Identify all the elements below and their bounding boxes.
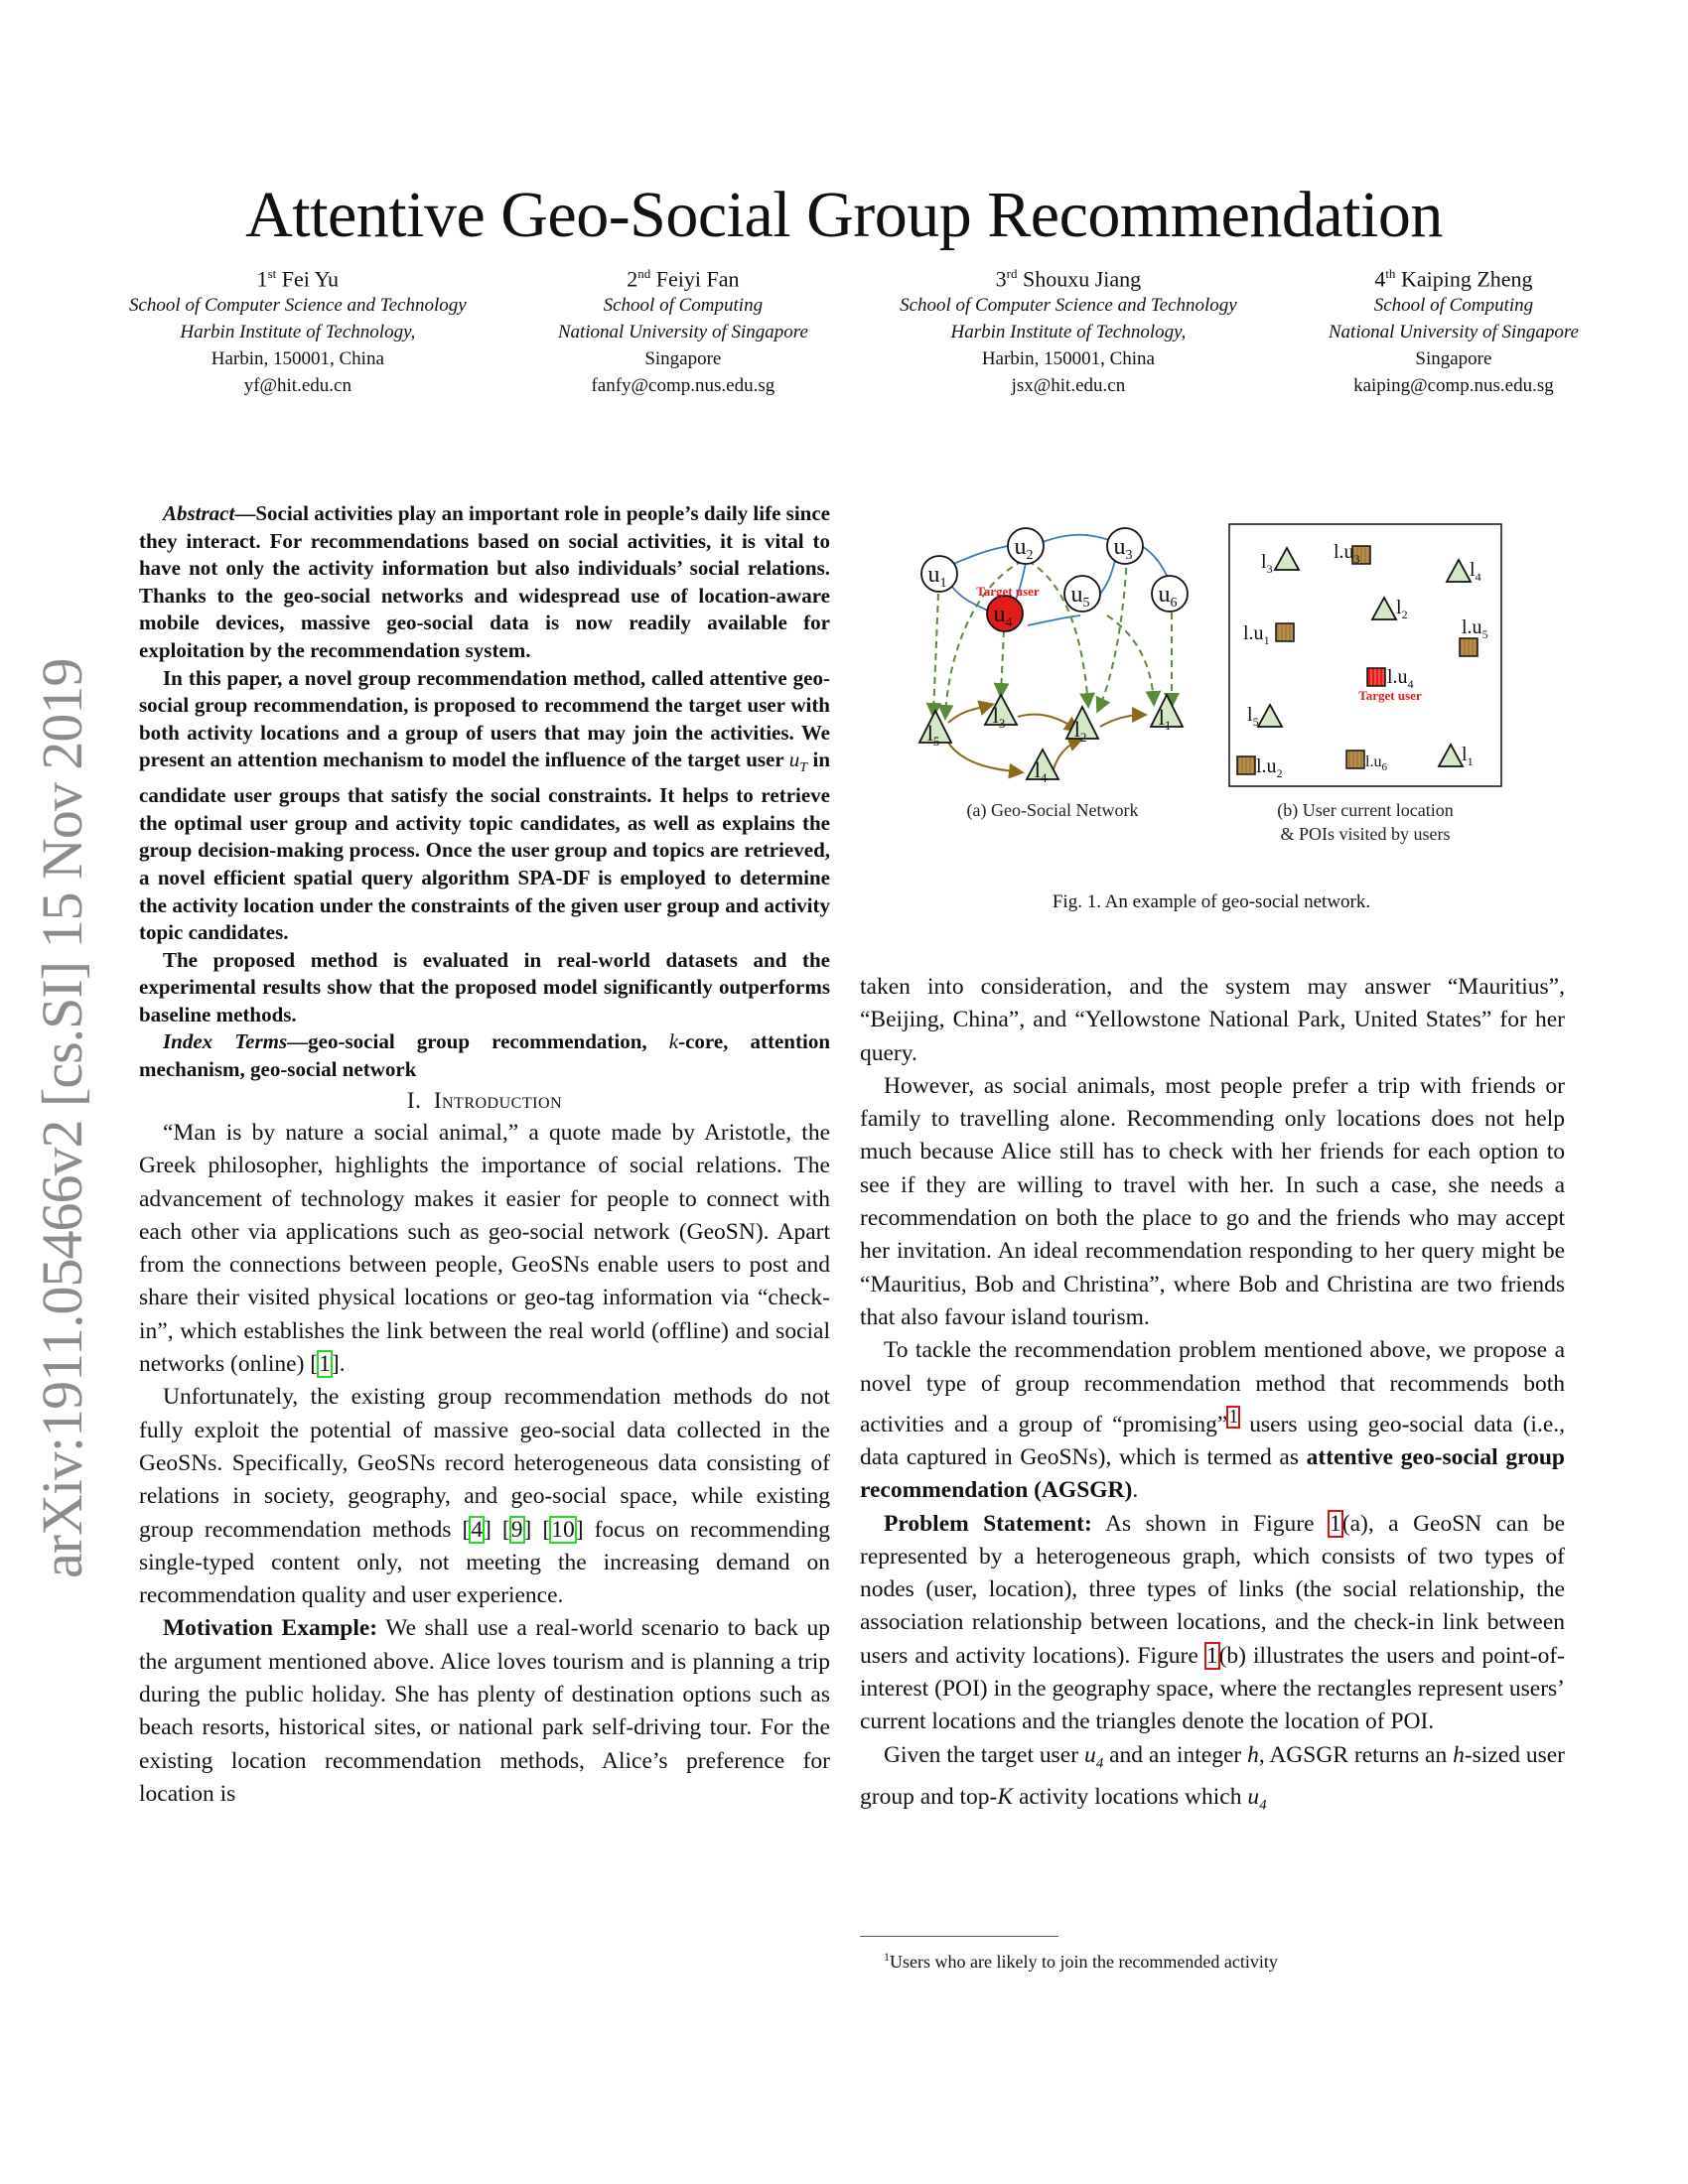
body-text: users using geo-social data (i.e., data captured in GeoSNs), which is termed as (860, 1411, 1565, 1470)
svg-text:l2: $l_2$ (1396, 597, 1408, 621)
abstract-label: Abstract (163, 501, 235, 525)
figure-1 (854, 506, 1569, 923)
body-text: -sized user group and top- (860, 1741, 1565, 1810)
arxiv-identifier-stamp: arXiv:1911.05466v2 [cs.SI] 15 Nov 2019 (30, 658, 94, 1578)
author-institution: Harbin Institute of Technology, (950, 322, 1187, 343)
svg-text:u5: $u_5$ (1070, 582, 1090, 611)
math-u-t: $u_T$ (788, 748, 808, 776)
body-text: and an integer (1103, 1741, 1248, 1768)
author-institution: National University of Singapore (1328, 322, 1579, 343)
math-h: h (1247, 1741, 1259, 1768)
body-text: We shall use a real-world scenario to back up the argument mentioned above. Alice loves tourism and is planning a trip during the public holiday. She has plenty of destination options such as beach resorts, historical sites, or national park self-driving tour. For the existing location recommendation methods, Alice’s preference for location is (139, 1615, 830, 1807)
intro-paragraph-2: Unfortunately, the existing group recommendation methods do not fully exploit the potential of massive geo-social data collected in the GeoSNs. Specifically, GeoSNs record heterogeneous data consisting of relations in society, geography, and geo-social space, while existing group recommendation methods [4] [9] [10] focus on recommending single-typed content only, not meeting the increasing demand on recommendation quality and user experience. (139, 1384, 831, 1609)
author-name: Feiyi Fan (655, 266, 740, 292)
body-text: focus on recommending single-typed content only, not meeting the increasing demand on recommendation quality and user experience. (139, 1516, 831, 1609)
citation-link[interactable]: 1 (319, 1351, 331, 1378)
author-city: Harbin, 150001, China (981, 348, 1155, 370)
abstract-text: In this paper, a novel group recommendation method, called attentive geo-social group recommendation, is proposed to recommend the target user with both activity locations and a group of users that may join the activities. We present an attention mechanism to model the influence of the target user (139, 665, 830, 772)
right-column (860, 971, 1565, 1823)
index-terms-label: Index Terms (163, 1029, 288, 1054)
svg-text:l2: $l_2$ (1073, 717, 1087, 745)
body-text: (b) illustrates the users and point-of-interest (POI) in the geography space, where the rectangles represent users’ current locations and the triangles denote the location of POI. (860, 1642, 1566, 1735)
svg-text:l.u3: $l.u_3$ (1334, 541, 1360, 566)
section-number: I. (406, 1087, 422, 1113)
author-ordinal-suffix: nd (637, 266, 651, 281)
user-nodes (921, 528, 1188, 631)
section-heading-introduction (139, 1084, 830, 1117)
author-institution: Harbin Institute of Technology, (180, 322, 416, 343)
svg-text:l.u5: $l.u_5$ (1462, 616, 1488, 641)
author-1 (129, 260, 467, 399)
right-paragraph-5 (860, 1739, 1565, 1823)
author-name: Shouxu Jiang (1022, 266, 1142, 292)
author-city: Singapore (644, 348, 722, 370)
author-ordinal: 2 (627, 266, 638, 292)
svg-text:l4: $l_4$ (1034, 757, 1048, 785)
author-name: Fei Yu (281, 266, 340, 292)
author-ordinal: 1 (256, 266, 268, 292)
em-dash: — (287, 1029, 309, 1054)
paper-title: Attentive Geo-Social Group Recommendation (245, 179, 1443, 252)
subfigure-b-caption-line2: & POIs visited by users (1280, 824, 1451, 844)
svg-text:l3: $l_3$ (1261, 551, 1273, 576)
math-k: k (668, 1029, 679, 1054)
index-terms-text: -core, attention mechanism, geo-social network (139, 1029, 830, 1082)
svg-text:l5: $l_5$ (926, 721, 940, 749)
abstract-text: in candidate user groups that satisfy the social constraints. It helps to retrieve the optimal user group and activity topic candidates, as well as explains the group decision-making process. Once the user group and topics are retrieved, a novel efficient spatial query algorithm SPA-DF is employed to determine the activity location under the constraints of the given user group and activity topic candidates. (139, 748, 830, 945)
body-text: However, as social animals, most people prefer a trip with friends or family to travelling alone. Recommending only locations does not help much because Alice still has to check with her friends for each option to see if they are willing to travel with her. In such a case, she needs a recommendation on both the place to go and the friends who may accept her invitation. An ideal recommendation responding to her query might be “Mauritius, Bob and Christina”, where Bob and Christina are two friends that also favour island tourism. (860, 1072, 1565, 1330)
svg-text:l5: $l_5$ (1247, 704, 1259, 729)
check-in-edges (933, 556, 1172, 717)
svg-text:l4: $l_4$ (1470, 559, 1481, 584)
abstract-text: Social activities play an important role in people’s daily life since they interact. For recommendations based on social activities, it is vital to have not only the activity information but also individuals’ social relations. Thanks to the geo-social networks and widespread use of location-aware mobile devices, massive geo-social data is now readily available for exploitation by the recommendation system. (139, 501, 830, 662)
author-department: School of Computing (603, 295, 764, 317)
emphasized-term: attentive geo-social group recommendation (AGSGR) (860, 1443, 1565, 1504)
figure-ref-link[interactable]: 1 (1330, 1510, 1341, 1537)
author-department: School of Computer Science and Technology (900, 295, 1237, 317)
target-user-label: Target user (976, 584, 1040, 599)
author-2 (558, 260, 808, 399)
right-paragraph-4 (860, 1508, 1565, 1739)
author-ordinal-suffix: th (1385, 266, 1396, 281)
svg-text:l.u4: $l.u_4$ (1387, 666, 1414, 691)
abstract-paragraph-2 (139, 665, 830, 947)
svg-text:l1: $l_1$ (1462, 744, 1474, 768)
intro-paragraph-1: “Man is by nature a social animal,” a quote made by Aristotle, the Greek philosopher, highlights the importance of social relations. The advancement of technology makes it easier for people to connect with each other via applications such as geo-social network (GeoSN). Apart from the connections between people, GeoSNs enable users to post and share their visited physical locations or geo-tag information via “check-in”, which establishes the link between the real world (offline) and social networks (online) [1]. (139, 1119, 830, 1378)
abstract-text: The proposed method is evaluated in real-world datasets and the experimental results show that the proposed model significantly outperforms baseline methods. (139, 947, 830, 1026)
right-paragraph-3 (860, 1334, 1565, 1507)
svg-text:l.u1: $l.u_1$ (1243, 622, 1270, 647)
right-paragraph-2 (860, 1070, 1565, 1334)
math-u4: $u_4$ (1247, 1783, 1267, 1814)
author-department: School of Computing (1373, 295, 1534, 317)
author-email: fanfy@comp.nus.edu.sg (591, 375, 775, 397)
footnote-divider (860, 1936, 1058, 1937)
figure-ref-link[interactable]: 1 (1205, 1642, 1218, 1669)
author-3 (900, 260, 1237, 399)
math-h: h (1453, 1741, 1465, 1768)
svg-text:u2: $u_2$ (1014, 534, 1034, 563)
location-nodes (919, 695, 1183, 779)
math-K: K (997, 1783, 1014, 1810)
author-4 (1329, 260, 1579, 399)
author-ordinal: 4 (1374, 266, 1386, 292)
intro-paragraph-3 (139, 1612, 830, 1811)
author-email: kaiping@comp.nus.edu.sg (1353, 375, 1554, 397)
right-paragraph-1 (860, 971, 1565, 1070)
body-text: As shown in Figure (1091, 1510, 1329, 1537)
author-name: Kaiping Zheng (1400, 266, 1533, 292)
body-text: , AGSGR returns an (1258, 1741, 1454, 1768)
target-user-label-map: Target user (1358, 688, 1422, 703)
svg-text:u1: $u_1$ (927, 562, 947, 591)
author-city: Singapore (1415, 348, 1492, 370)
body-text: To tackle the recommendation problem mentioned above, we propose a novel type of group recommendation method that recommends both activities and a group of “promising” (860, 1337, 1565, 1437)
body-text: (a), a GeoSN can be represented by a heterogeneous graph, which consists of two types of nodes (user, location), three types of links (the social relationship, the association relationship between locations, and the check-in link between users and activity locations). Figure (860, 1510, 1566, 1669)
svg-text:l.u2: $l.u_2$ (1256, 755, 1283, 780)
author-city: Harbin, 150001, China (211, 348, 384, 370)
footnote-text: Users who are likely to join the recommended activity (890, 1952, 1278, 1972)
body-text: activity locations which (1013, 1783, 1248, 1810)
section-title: Introduction (433, 1087, 563, 1113)
author-email: yf@hit.edu.cn (243, 375, 352, 397)
body-text: Unfortunately, the existing group recommendation methods do not fully exploit the potential of massive geo-social data collected in the GeoSNs. Specifically, GeoSNs record heterogeneous data consisting of relations in society, geography, and geo-social space, while existing group recommendation methods (139, 1384, 830, 1543)
math-u4: $u_4$ (1083, 1741, 1104, 1772)
svg-text:l.u6: $l.u_6$ (1365, 753, 1387, 773)
index-terms (139, 1028, 830, 1083)
left-column (139, 500, 830, 1811)
author-ordinal-suffix: rd (1006, 266, 1018, 281)
footnote (884, 1950, 1278, 1973)
run-in-heading: Motivation Example: (163, 1615, 378, 1642)
footnote-link[interactable]: 1 (1228, 1406, 1239, 1428)
svg-text:l1: $l_1$ (1158, 705, 1172, 733)
author-department: School of Computer Science and Technology (129, 295, 467, 317)
run-in-heading: Problem Statement: (884, 1510, 1092, 1537)
author-institution: National University of Singapore (557, 322, 808, 343)
svg-text:u4: $u_4$ (993, 602, 1013, 630)
abstract-paragraph-1 (139, 500, 830, 665)
author-ordinal: 3 (995, 266, 1007, 292)
em-dash: — (234, 501, 256, 525)
geo-social-network-diagram (854, 506, 1569, 884)
author-email: jsx@hit.edu.cn (1011, 375, 1126, 397)
svg-text:u6: $u_6$ (1158, 582, 1178, 611)
author-block (129, 260, 1579, 399)
abstract (139, 500, 830, 1084)
svg-text:u3: $u_3$ (1113, 534, 1133, 563)
period: . (1132, 1477, 1139, 1504)
subfigure-b-caption-line1: (b) User current location (1277, 800, 1454, 820)
citation-link[interactable]: 10 (551, 1516, 575, 1543)
author-ordinal-suffix: st (267, 266, 277, 281)
figure-caption: Fig. 1. An example of geo-social network. (1052, 891, 1371, 912)
citation-link[interactable]: 4 (471, 1516, 484, 1543)
body-text: “Man is by nature a social animal,” a quote made by Aristotle, the Greek philosopher, highlights the importance of social relations. The advancement of technology makes it easier for people to connect with each other via applications such as geo-social network (GeoSN). Apart from the connections between people, GeoSNs enable users to post and share their visited physical locations or geo-tag information via “check-in”, which establishes the link between the real world (offline) and social networks (online) (139, 1119, 830, 1378)
index-terms-text: geo-social group recommendation, (308, 1029, 669, 1054)
body-text: taken into consideration, and the system may answer “Mauritius”, “Beijing, China”, and “Yellowstone National Park, United States” for her query. (860, 974, 1565, 1066)
footnote-mark: 1 (884, 1950, 890, 1964)
body-text: Given the target user (884, 1741, 1084, 1768)
abstract-paragraph-3 (139, 947, 830, 1029)
subfigure-a-caption: (a) Geo-Social Network (966, 800, 1139, 820)
svg-text:l3: $l_3$ (992, 703, 1006, 731)
citation-link[interactable]: 9 (510, 1516, 523, 1543)
